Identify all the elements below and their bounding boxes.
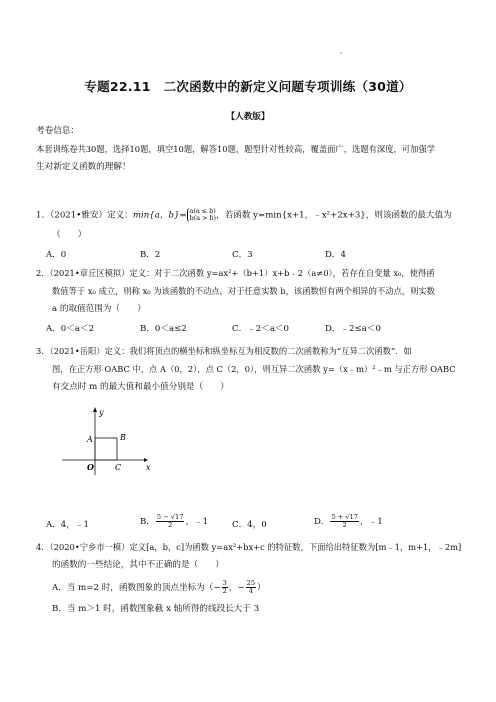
q3-option-d-rest: ，﹣1 [360, 517, 383, 527]
info-line-2: 生对新定义函数的理解！ [36, 162, 131, 172]
q3-option-c: C．4，0 [232, 520, 267, 530]
square-oabc [95, 438, 117, 460]
question-1 [36, 208, 452, 222]
q1-prefix: 1．（2021•雅安）定义： [36, 210, 133, 221]
q1-definition: min{a，b}= [132, 210, 187, 221]
q4-option-a-fraction-1-denominator: 2 [222, 587, 227, 595]
q2-line-2: 数值等于 x₀ 成立，则称 x₀ 为该函数的不动点，对于任意实数 b，该函数恒有两个相异的不动点，则实数 [52, 286, 435, 296]
label-x: x [146, 463, 151, 472]
q4-line-1: 4．（2020•宁乡市一模）定义[a，b，c]为函数 y=ax²+bx+c 的特征数，下面给出特征数为[m﹣1，m+1，﹣2m] [36, 542, 462, 552]
q4-option-a-minus-2: − [237, 583, 245, 593]
q3-line-2: 图，在正方形 OABC 中，点 A（0，2），点 C（2，0），则互异二次函数 y=（x﹣m）²﹣m 与正方形 OABC [52, 364, 456, 374]
label-o: O [87, 462, 94, 472]
y-axis-arrow [93, 407, 97, 412]
q1-piecewise [187, 208, 216, 222]
q1-rest: ，若函数 y=min{x+1，﹣x²+2x+3}，则该函数的最大值为 [216, 210, 452, 221]
q4-option-a-separator: ， [228, 583, 238, 593]
q4-option-a-end: ） [257, 583, 266, 593]
q3-option-d-numerator: 5 + √17 [331, 513, 358, 521]
q4-option-a-fraction-2-denominator: 4 [248, 587, 253, 595]
q3-option-b [140, 514, 208, 529]
q4-option-a-fraction-1-numerator: 3 [222, 579, 227, 587]
label-c: C [115, 463, 122, 472]
q1-paren: （ ） [52, 230, 87, 240]
decorative-dot [340, 52, 342, 54]
page-title: 专题22.11 二次函数中的新定义问题专项训练（30道） [84, 79, 412, 94]
q3-option-d-label: D． [314, 517, 330, 527]
q2-option-c: C．﹣2＜a＜0 [232, 324, 290, 334]
q2-option-d: D．﹣2≤a＜0 [325, 324, 381, 334]
q1-case-2: b(a > b) [189, 214, 217, 222]
q1-option-c: C．3 [232, 250, 253, 260]
q1-option-a: A．0 [46, 250, 67, 260]
q3-option-b-numerator: 5 − √17 [156, 513, 184, 521]
q3-line-3: 有交点时 m 的最大值和最小值分别是（ ） [52, 382, 229, 392]
q3-option-d [314, 514, 383, 529]
x-axis-arrow [144, 458, 148, 462]
q4-option-a-fraction-2 [246, 580, 256, 595]
label-a: A [87, 435, 93, 444]
q4-option-a-fraction-1 [222, 580, 228, 595]
q2-option-b: B．0＜a≤2 [140, 324, 187, 334]
edition-label: 【人教版】 [226, 112, 270, 122]
q3-option-b-fraction [156, 514, 185, 529]
label-y: y [99, 408, 104, 417]
q4-option-a-minus-1: − [213, 583, 221, 593]
q1-option-b: B．2 [140, 250, 161, 260]
q1-option-d: D．4 [325, 250, 346, 260]
q3-option-b-denominator: 2 [168, 521, 173, 529]
q4-line-2: 的函数的一些结论，其中不正确的是（ ） [52, 560, 224, 570]
q3-line-1: 3．（2021•岳阳）定义：我们将顶点的横坐标和纵坐标互为相反数的二次函数称为“互异二次函数”．如 [36, 346, 412, 356]
info-line-1: 本套训练卷共30题，选择10题，填空10题，解答10题，题型针对性较高，覆盖面广，选题有深度，可加强学 [36, 144, 435, 154]
q3-option-d-denominator: 2 [342, 521, 347, 529]
q3-option-d-fraction [330, 514, 359, 529]
q3-option-a: A．4，﹣1 [46, 520, 89, 530]
q3-option-b-rest: ，﹣1 [185, 517, 209, 527]
q2-line-1: 2．（2021•章丘区模拟）定义：对于二次函数 y=ax²+（b+1）x+b﹣2（a≠0），若存在自变量 x₀，使得函 [36, 268, 435, 278]
q4-option-b: B．当 m＞1 时，函数图象截 x 轴所得的线段长大于 3 [52, 604, 260, 614]
q2-line-3: a 的取值范围为（ ） [52, 304, 146, 314]
label-b: B [120, 433, 126, 442]
info-label: 考卷信息： [36, 126, 79, 136]
q2-option-a: A．0＜a＜2 [46, 324, 95, 334]
q3-option-b-label: B． [140, 517, 155, 527]
q1-case-1: a(a ≤ b) [189, 207, 216, 215]
q4-option-a [52, 580, 266, 595]
q4-option-a-fraction-2-numerator: 25 [246, 579, 256, 587]
q4-option-a-text: A．当 m=2 时，函数图象的顶点坐标为（ [52, 583, 214, 593]
q3-figure [58, 405, 158, 477]
